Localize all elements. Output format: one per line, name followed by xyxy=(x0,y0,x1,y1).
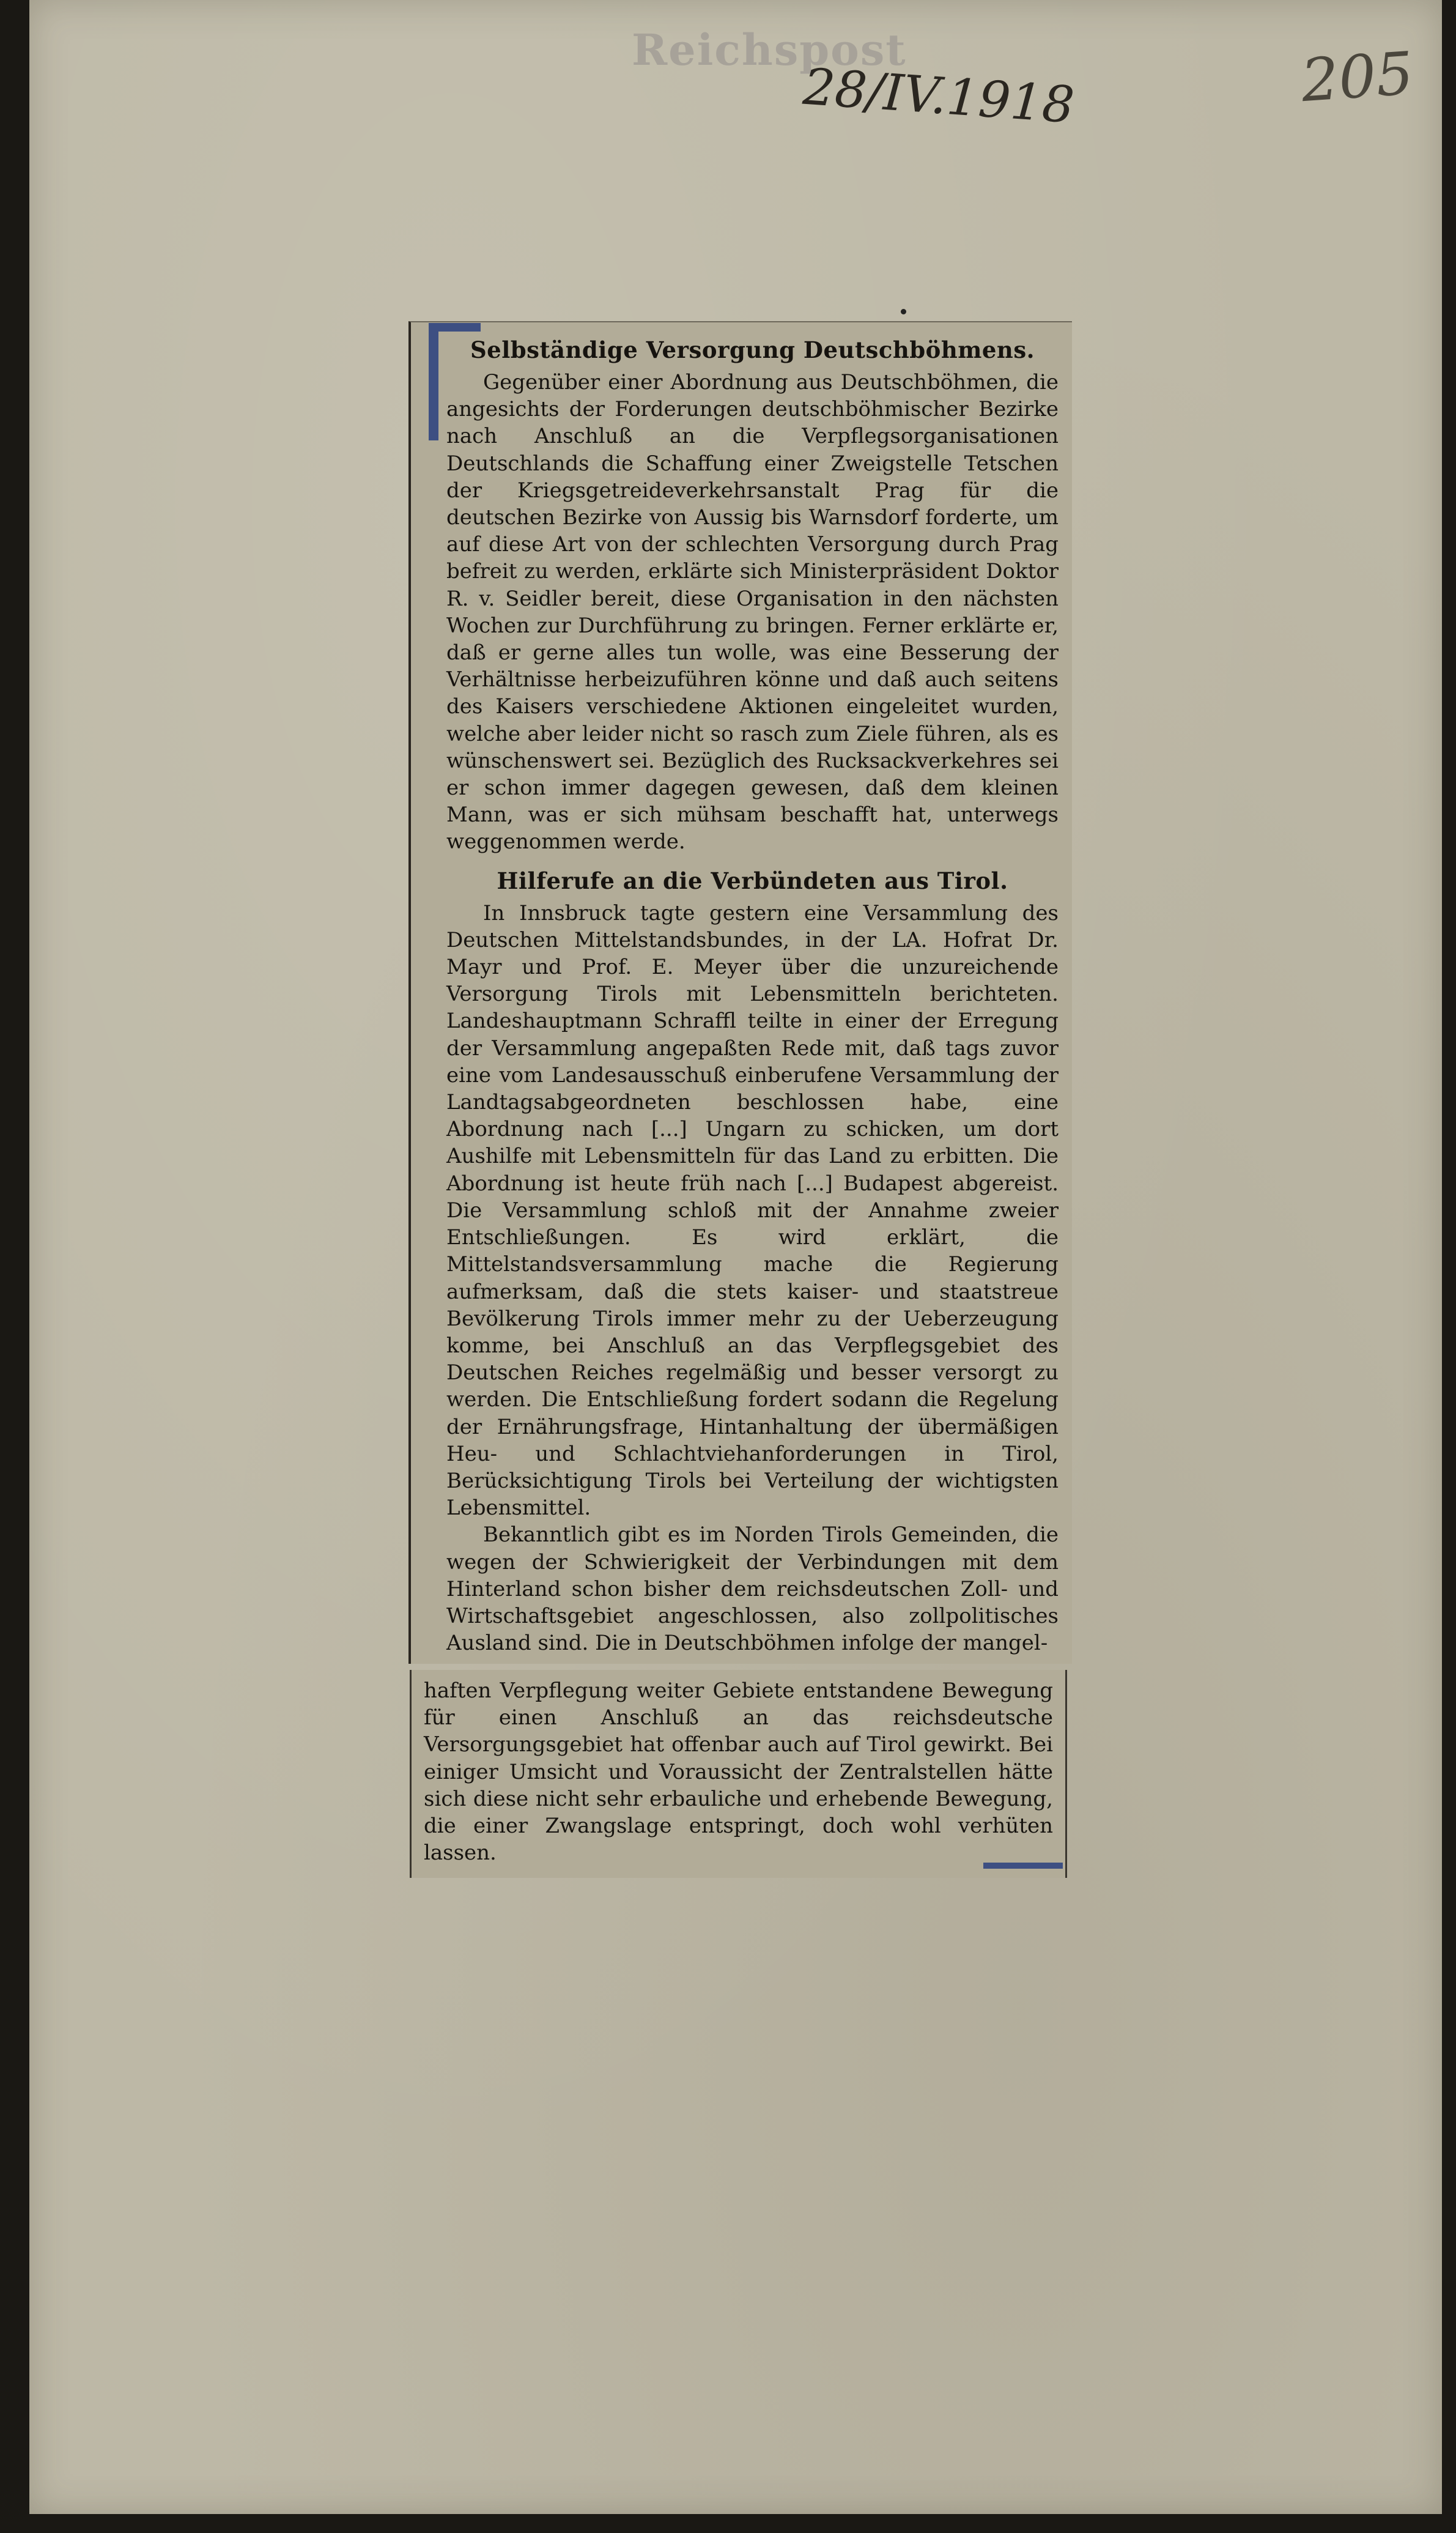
article-headline-2: Hilferufe an die Verbündeten aus Tirol. xyxy=(497,867,1008,894)
blue-pencil-mark-left xyxy=(429,324,438,440)
source-stamp: Reichspost xyxy=(632,24,907,75)
handwritten-date: 28/IV.1918 xyxy=(801,57,1076,135)
newspaper-clipping-main xyxy=(408,321,1072,1664)
article-body-2-para-1: In Innsbruck tagte gestern eine Versammlung des Deutschen Mittelstandsbundes, in der LA. Hofrat Dr. Mayr und Prof. E. Meyer über die unzureichende Versorgung Tirols mit Lebensmitteln berichteten. Landeshauptmann Schraffl teilte in einer der Erregung der Versammlung angepaßten Rede mit, daß tags zuvor eine vom Landesausschuß einberufene Versammlung der Landtagsabgeordneten beschlossen habe, eine Abordnung nach [...] Ungarn zu schicken, um dort Aushilfe mit Lebensmitteln für das Land zu erbitten. Die Abordnung ist heute früh nach [...] Budapest abgereist. Die Versammlung schloß mit der Annahme zweier Entschließungen. Es wird erklärt, die Mittelstandsversammlung mache die Regierung aufmerksam, daß die stets kaiser- und staatstreue Bevölkerung Tirols immer mehr zu der Ueberzeugung komme, bei Anschluß an das Verpflegsgebiet des Deutschen Reiches regelmäßig und besser versorgt zu werden. Die Entschließung fordert sodann die Regelung der Ernährungsfrage, Hintanhaltung der übermäßigen Heu- und Schlachtviehanforderungen in Tirol, Berücksichtigung Tirols bei Verteilung der wichtigsten Lebensmittel. xyxy=(446,900,1059,1521)
newspaper-clipping-continuation xyxy=(410,1670,1067,1878)
ink-dot xyxy=(901,309,906,314)
article-body-1: Gegenüber einer Abordnung aus Deutschböhmen, die angesichts der Forderungen deutschböhmischer Bezirke nach Anschluß an die Verpflegsorganisationen Deutschlands die Schaffung einer Zweigstelle Tetschen der Kriegsgetreideverkehrsanstalt Prag für die deutschen Bezirke von Aussig bis Warnsdorf forderte, um auf diese Art von der schlechten Versorgung durch Prag befreit zu werden, erklärte sich Ministerpräsident Doktor R. v. Seidler bereit, diese Organisation in den nächsten Wochen zur Durchführung zu bringen. Ferner erklärte er, daß er gerne alles tun wolle, was eine Besserung der Verhältnisse herbeizuführen könne und daß auch seitens des Kaisers verschiedene Aktionen eingeleitet wurden, welche aber leider nicht so rasch zum Ziele führen, als es wünschenswert sei. Bezüglich des Rucksackverkehres sei er schon immer dagegen gewesen, daß dem kleinen Mann, was er sich mühsam beschafft hat, unterwegs weggenommen werde. xyxy=(446,370,1059,855)
article-body-2-para-2: Bekanntlich gibt es im Norden Tirols Gemeinden, die wegen der Schwierigkeit der Verbindungen mit dem Hinterland schon bisher dem reichsdeutschen Zoll- und Wirtschaftsgebiet angeschlossen, also zollpolitisches Ausland sind. Die in Deutschböhmen infolge der mangel- xyxy=(446,1522,1059,1656)
article-body-2-continuation: haften Verpflegung weiter Gebiete entstandene Bewegung für einen Anschluß an das reichsdeutsche Versorgungsgebiet hat offenbar auch auf Tirol gewirkt. Bei einiger Umsicht und Voraussicht der Zentralstellen hätte sich diese nicht sehr erbauliche und erhebende Bewegung, die einer Zwangslage entspringt, doch wohl verhüten lassen. xyxy=(424,1678,1053,1866)
archive-sheet xyxy=(29,0,1442,2514)
folio-number: 205 xyxy=(1299,39,1416,116)
blue-pencil-mark-bottom xyxy=(983,1863,1063,1869)
article-headline-1: Selbständige Versorgung Deutschböhmens. xyxy=(470,336,1035,363)
